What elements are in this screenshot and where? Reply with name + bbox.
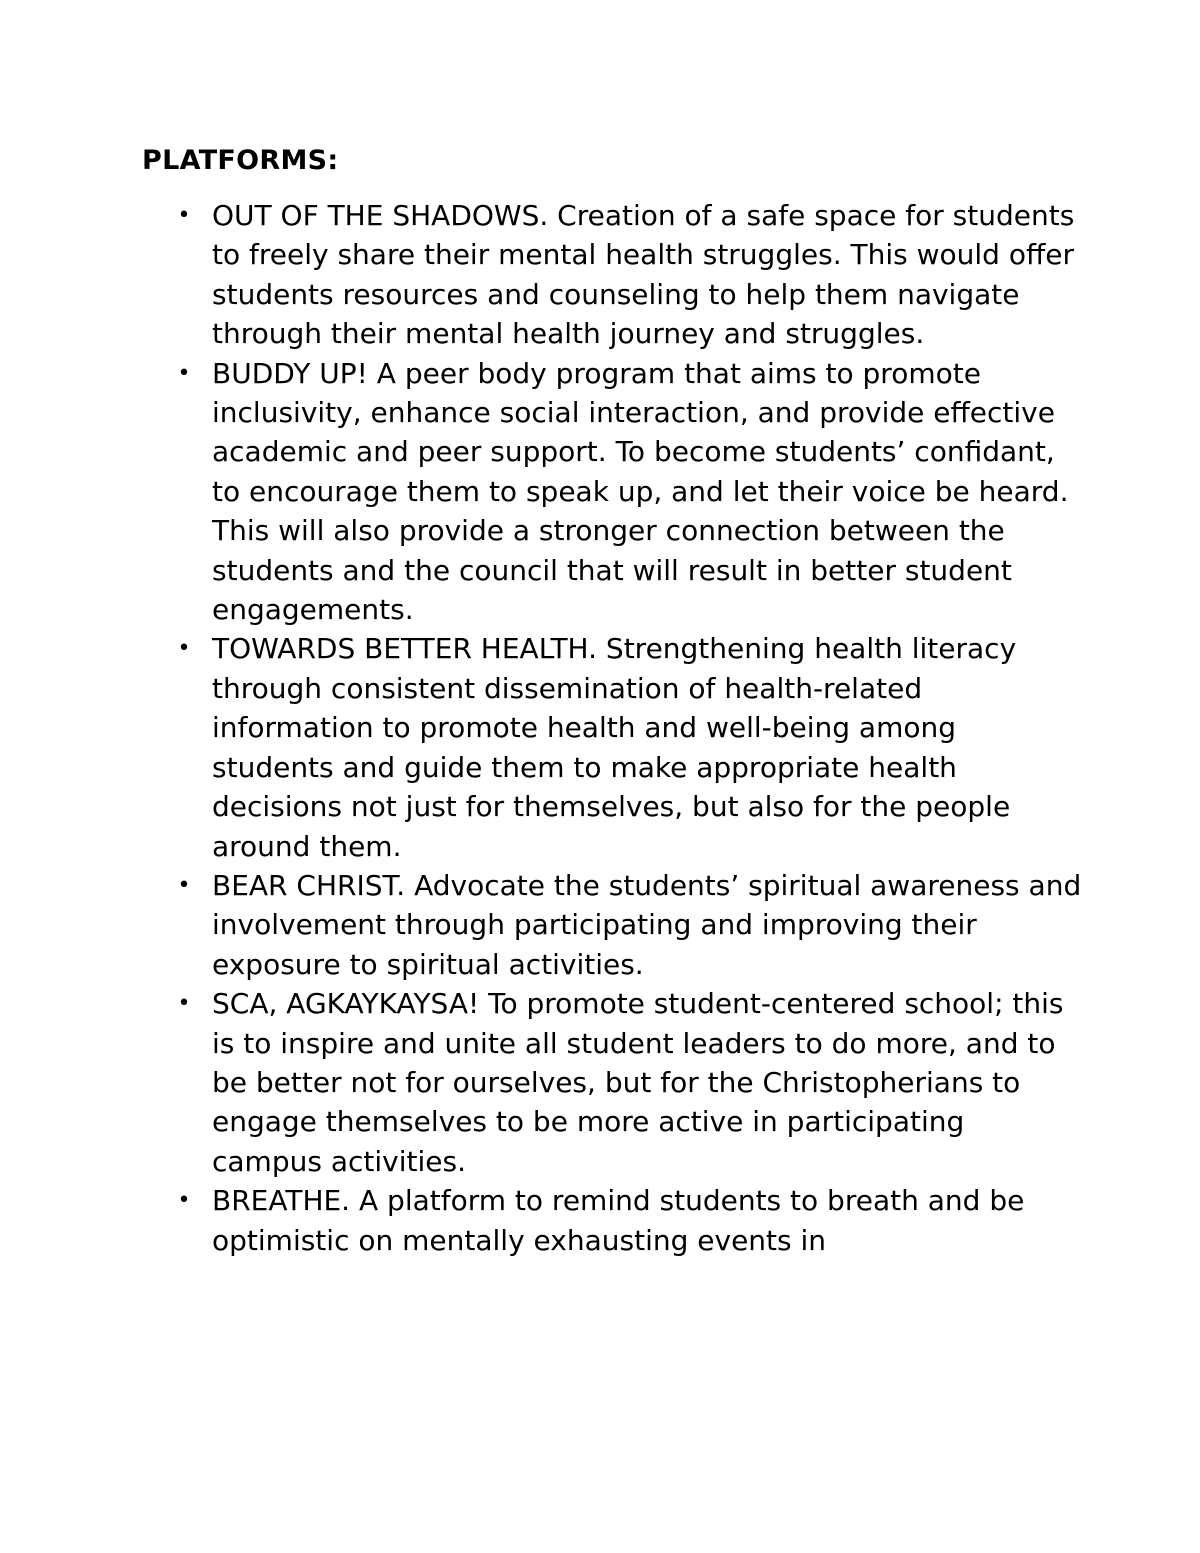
bullet-icon: • bbox=[177, 203, 191, 228]
platform-text: TOWARDS BETTER HEALTH. Strengthening health literacy through consistent dissemination of health-related information to promote health and well-being among students and guide them to make appropriate health decisions not just for themselves, but also for the people around them. bbox=[212, 632, 1017, 863]
platform-text: OUT OF THE SHADOWS. Creation of a safe space for students to freely share their mental health struggles. This would offer students resources and counseling to help them navigate through their mental health journey and struggles. bbox=[212, 199, 1075, 351]
platform-item-buddy-up bbox=[177, 354, 1082, 630]
platform-item-towards-better-health bbox=[177, 629, 1082, 865]
platform-text: BUDDY UP! A peer body program that aims to promote inclusivity, enhance social interaction, and provide effective academic and peer support. To become students’ confidant, to encourage them to speak up, and let their voice be heard. This will also provide a stronger connection between the students and the council that will result in better student engagements. bbox=[212, 356, 1069, 627]
bullet-icon: • bbox=[177, 636, 191, 662]
platform-item-bear-christ bbox=[177, 866, 1082, 984]
platform-item-out-of-the-shadows bbox=[177, 196, 1082, 354]
bullet-icon: • bbox=[177, 991, 191, 1017]
platform-item-breathe bbox=[177, 1181, 1082, 1260]
platform-list bbox=[177, 196, 1082, 1260]
platform-text: SCA, AGKAYKAYSA! To promote student-centered school; this is to inspire and unite all student leaders to do more, and to be better not for ourselves, but for the Christopherians to engage themselves to be more active in participating campus activities. bbox=[212, 987, 1064, 1178]
platform-item-sca-agkaykaysa bbox=[177, 984, 1082, 1181]
bullet-icon: • bbox=[177, 360, 191, 386]
platform-text: BEAR CHRIST. Advocate the students’ spiritual awareness and involvement through participating and improving their exposure to spiritual activities. bbox=[212, 868, 1082, 981]
bullet-icon: • bbox=[177, 1188, 191, 1214]
page-heading: PLATFORMS: bbox=[142, 145, 339, 176]
platform-text: BREATHE. A platform to remind students to breath and be optimistic on mentally exhausting events in bbox=[212, 1184, 1025, 1257]
bullet-icon: • bbox=[177, 872, 191, 898]
